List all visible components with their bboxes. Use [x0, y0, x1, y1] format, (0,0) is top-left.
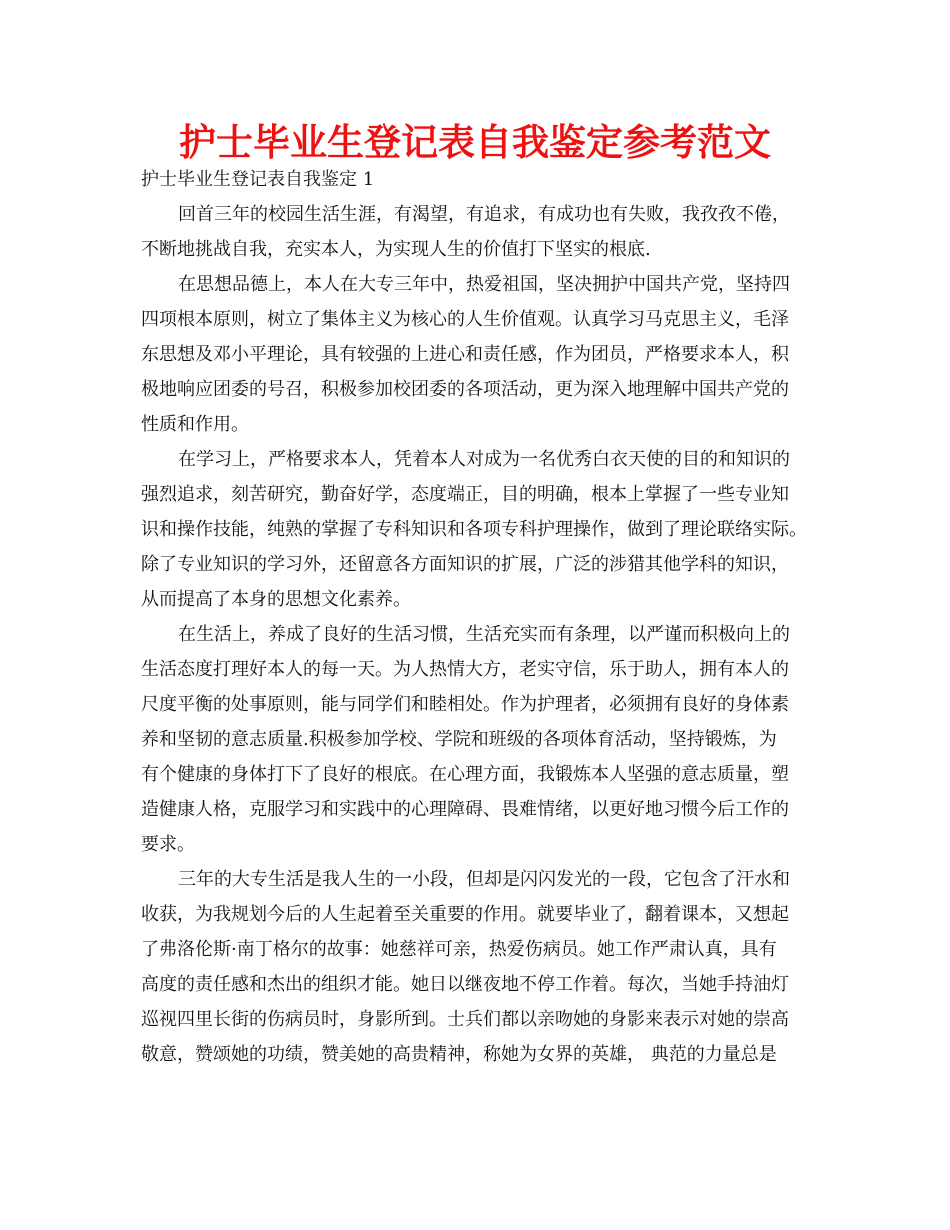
paragraph-line: 收获，为我规划今后的人生起着至关重要的作用。就要毕业了，翻着课本，又想起: [141, 904, 789, 925]
document-subtitle: 护士毕业生登记表自我鉴定 1: [141, 169, 375, 190]
paragraph-line: 敬意，赞颂她的功绩，赞美她的高贵精神，称她为女界的英雄， 典范的力量总是: [141, 1044, 777, 1065]
paragraph-line: 四项根本原则，树立了集体主义为核心的人生价值观。认真学习马克思主义，毛泽: [141, 309, 789, 330]
paragraph-line: 识和操作技能，纯熟的掌握了专科知识和各项专科护理操作，做到了理论联络实际。: [141, 519, 807, 540]
paragraph-line: 回首三年的校园生活生涯，有渴望，有追求，有成功也有失败，我孜孜不倦，: [178, 204, 790, 225]
document-body: [141, 197, 821, 1072]
paragraph-line: 极地响应团委的号召，积极参加校团委的各项活动，更为深入地理解中国共产党的: [141, 379, 789, 400]
paragraph-line: 尺度平衡的处事原则，能与同学们和睦相处。作为护理者，必须拥有良好的身体素: [141, 694, 789, 715]
paragraph: [141, 862, 821, 1072]
paragraph-line: 巡视四里长街的伤病员时，身影所到。士兵们都以亲吻她的身影来表示对她的崇高: [141, 1009, 789, 1030]
paragraph-line: 造健康人格，克服学习和实践中的心理障碍、畏难情绪，以更好地习惯今后工作的: [141, 799, 789, 820]
paragraph-line: 养和坚韧的意志质量.积极参加学校、学院和班级的各项体育活动，坚持锻炼，为: [141, 729, 777, 750]
paragraph-line: 在生活上，养成了良好的生活习惯，生活充实而有条理，以严谨而积极向上的: [178, 624, 790, 645]
paragraph: [141, 267, 821, 442]
paragraph-line: 在思想品德上，本人在大专三年中，热爱祖国，坚决拥护中国共产党，坚持四: [178, 274, 790, 295]
paragraph: [141, 617, 821, 862]
paragraph-line: 除了专业知识的学习外，还留意各方面知识的扩展，广泛的涉猎其他学科的知识，: [141, 554, 789, 575]
paragraph-line: 了弗洛伦斯·南丁格尔的故事：她慈祥可亲，热爱伤病员。她工作严肃认真，具有: [141, 939, 777, 960]
paragraph-line: 强烈追求，刻苦研究，勤奋好学，态度端正，目的明确，根本上掌握了一些专业知: [141, 484, 789, 505]
document-title: 护士毕业生登记表自我鉴定参考范文: [179, 121, 771, 164]
paragraph-line: 三年的大专生活是我人生的一小段，但却是闪闪发光的一段，它包含了汗水和: [178, 869, 790, 890]
paragraph-line: 东思想及邓小平理论，具有较强的上进心和责任感，作为团员，严格要求本人，积: [141, 344, 789, 365]
paragraph-line: 性质和作用。: [141, 414, 249, 435]
paragraph-line: 不断地挑战自我，充实本人，为实现人生的价值打下坚实的根底.: [141, 239, 651, 260]
paragraph-line: 要求。: [141, 834, 195, 855]
paragraph: [141, 442, 821, 617]
paragraph-line: 在学习上，严格要求本人，凭着本人对成为一名优秀白衣天使的目的和知识的: [178, 449, 790, 470]
paragraph-line: 有个健康的身体打下了良好的根底。在心理方面，我锻炼本人坚强的意志质量，塑: [141, 764, 789, 785]
paragraph-line: 从而提高了本身的思想文化素养。: [141, 589, 411, 610]
paragraph: [141, 197, 821, 267]
paragraph-line: 高度的责任感和杰出的组织才能。她日以继夜地不停工作着。每次，当她手持油灯: [141, 974, 789, 995]
paragraph-line: 生活态度打理好本人的每一天。为人热情大方，老实守信，乐于助人，拥有本人的: [141, 659, 789, 680]
